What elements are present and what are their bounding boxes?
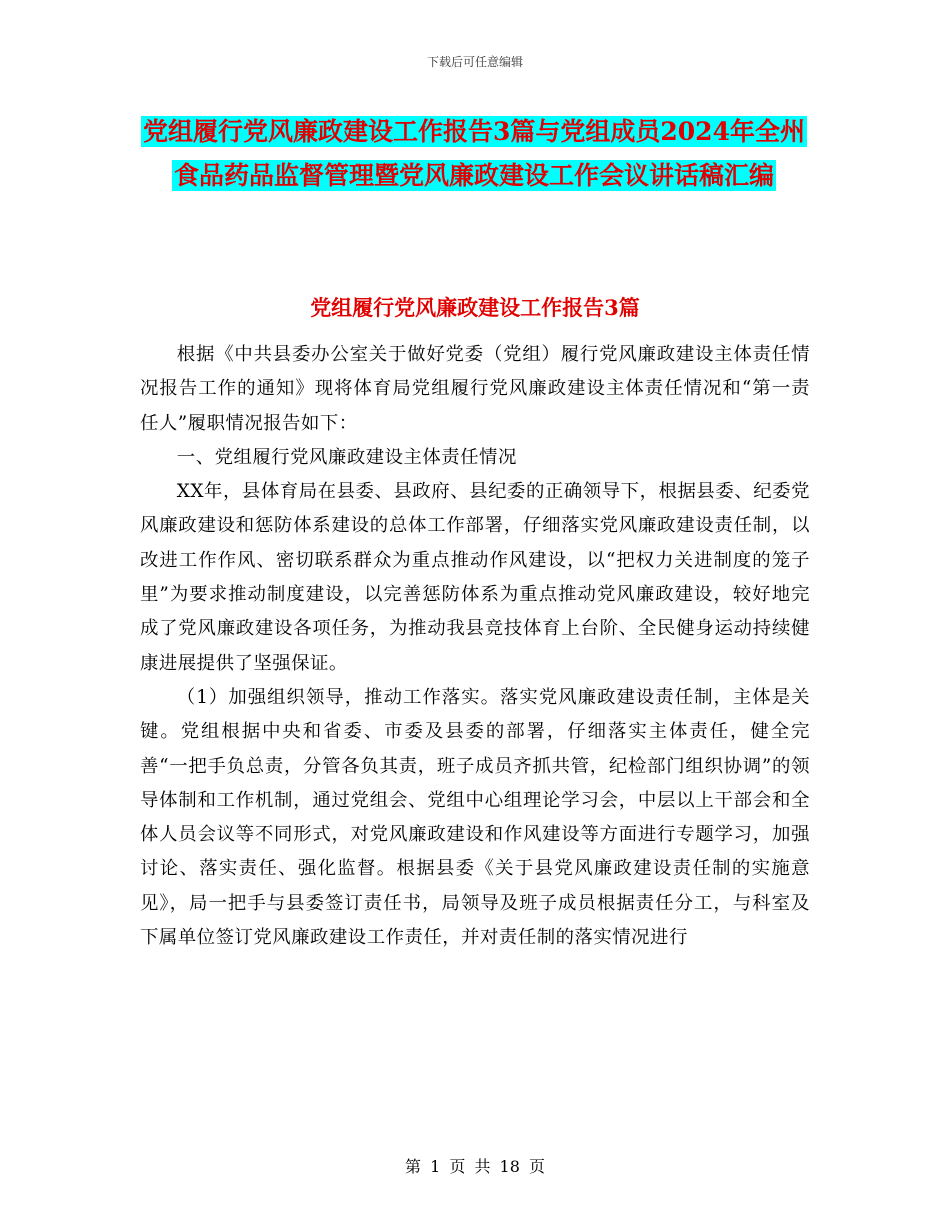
paragraph: 根据《中共县委办公室关于做好党委（党组）履行党风廉政建设主体责任情况报告工作的通知》现将体育局党组履行党风廉政建设主体责任情况和“第一责任人”履职情况报告如下： xyxy=(140,344,810,434)
page-number-footer: 第 1 页 共 18 页 xyxy=(405,1157,545,1176)
document-body xyxy=(140,338,810,955)
main-title-text: 党组履行党风廉政建设工作报告3篇与党组成员2024年全州食品药品监督管理暨党风廉政建设工作会议讲话稿汇编 xyxy=(143,117,805,190)
paragraph: （1）加强组织领导，推动工作落实。落实党风廉政建设责任制，主体是关键。党组根据中央和省委、市委及县委的部署，仔细落实主体责任，健全完善“一把手负总责，分管各负其责，班子成员齐抓共管，纪检部门组织协调”的领导体制和工作机制，通过党组会、党组中心组理论学习会，中层以上干部会和全体人员会议等不同形式，对党风廉政建设和作风建设等方面进行专题学习，加强讨论、落实责任、强化监督。根据县委《关于县党风廉政建设责任制的实施意见》，局一把手与县委签订责任书，局领导及班子成员根据责任分工，与科室及下属单位签订党风廉政建设工作责任，并对责任制的落实情况进行 xyxy=(140,686,810,949)
document-main-title xyxy=(138,110,810,198)
paragraph: 一、党组履行党风廉政建设主体责任情况 xyxy=(176,446,517,468)
section-title: 党组履行党风廉政建设工作报告3篇 xyxy=(310,295,640,320)
page-header-note: 下载后可任意编辑 xyxy=(426,55,523,69)
paragraph: XX年，县体育局在县委、县政府、县纪委的正确领导下，根据县委、纪委党风廉政建设和惩防体系建设的总体工作部署，仔细落实党风廉政建设责任制，以改进工作作风、密切联系群众为重点推动作风建设，以“把权力关进制度的笼子里”为要求推动制度建设，以完善惩防体系为重点推动党风廉政建设，较好地完成了党风廉政建设各项任务，为推动我县竞技体育上台阶、全民健身运动持续健康进展提供了坚强保证。 xyxy=(140,481,810,674)
